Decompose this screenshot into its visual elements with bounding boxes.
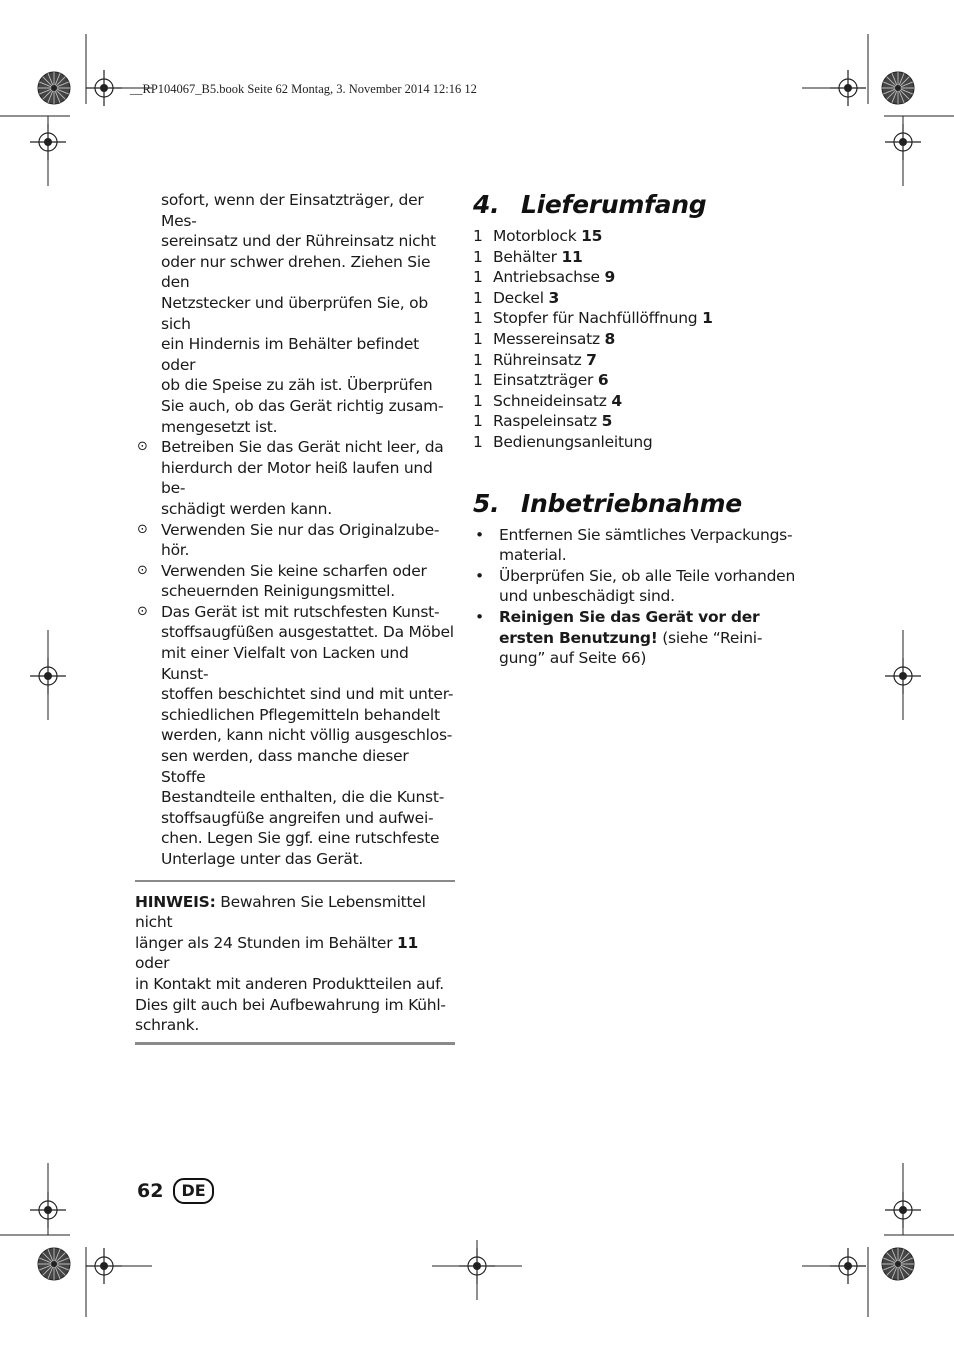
part-reference-number: 8 <box>604 329 616 348</box>
item-quantity: 1 <box>473 247 483 266</box>
section-number: 5. <box>473 488 500 518</box>
emphasis-text: ersten Benutzung! <box>499 628 658 647</box>
list-item <box>473 370 803 391</box>
item-quantity: 1 <box>473 391 483 410</box>
item-quantity: 1 <box>473 268 483 287</box>
item-name: Antriebsachse <box>493 268 605 287</box>
safety-continuation-paragraph <box>135 190 455 437</box>
text-line: Verwenden Sie nur das Originalzube- <box>161 520 440 539</box>
list-item <box>473 247 803 268</box>
emphasis-text: Reinigen Sie das Gerät vor der <box>499 607 760 626</box>
part-reference-number: 9 <box>604 268 616 287</box>
text-line: Verwenden Sie keine scharfen oder <box>161 561 427 580</box>
bullet-dot-icon: • <box>475 607 484 626</box>
part-reference-number: 15 <box>581 227 603 245</box>
item-name: Stopfer für Nachfüllöffnung <box>493 309 703 328</box>
item-name: Einsatzträger <box>493 371 598 390</box>
note-text: länger als 24 Stunden im Behälter <box>135 933 397 952</box>
print-file-header: __RP104067_B5.book Seite 62 Montag, 3. November 2014 12:16 12 <box>130 82 477 96</box>
right-column <box>473 190 803 669</box>
text-line: scheuernden Reinigungsmittel. <box>161 582 395 601</box>
item-quantity: 1 <box>473 227 483 245</box>
note-label: HINWEIS: <box>135 892 216 911</box>
item-quantity: 1 <box>473 412 483 431</box>
note-line: in Kontakt mit anderen Produktteilen auf. <box>135 974 444 993</box>
hinweis-note-box <box>135 880 455 1045</box>
section-heading-inbetriebnahme <box>473 489 803 519</box>
text-line: chen. Legen Sie ggf. eine rutschfeste <box>161 829 440 848</box>
text-line: schiedlichen Pflegemitteln behandelt <box>161 705 440 724</box>
text-line: sen werden, dass manche dieser Stoffe <box>161 747 409 786</box>
part-reference-number: 11 <box>561 247 583 266</box>
item-name: Messereinsatz <box>493 329 605 348</box>
item-quantity: 1 <box>473 432 483 451</box>
safety-item <box>135 561 455 602</box>
text-line: Überprüfen Sie, ob alle Teile vorhanden <box>499 566 796 585</box>
part-reference-number: 7 <box>586 350 597 369</box>
note-line <box>135 933 455 974</box>
list-item <box>473 411 803 432</box>
item-name: Behälter <box>493 247 562 266</box>
text-line: hierdurch der Motor heiß laufen und be- <box>161 458 433 498</box>
part-reference-number: 6 <box>597 371 609 390</box>
list-item <box>473 432 803 453</box>
circle-dot-bullet-icon: ⊙ <box>137 603 148 619</box>
part-reference-number: 3 <box>548 288 559 307</box>
part-reference-number: 11 <box>397 933 419 952</box>
list-item <box>473 391 803 412</box>
item-name: Schneideinsatz <box>493 391 612 410</box>
text-line: oder nur schwer drehen. Ziehen Sie den <box>161 252 431 292</box>
text-line: sofort, wenn der Einsatzträger, der Mes- <box>161 191 424 230</box>
note-line <box>135 892 455 933</box>
item-quantity: 1 <box>473 329 483 348</box>
text-line: hör. <box>161 541 190 560</box>
text-line: mit einer Vielfalt von Lacken und Kunst- <box>161 644 409 683</box>
text-line: schädigt werden kann. <box>161 499 332 518</box>
note-line: Dies gilt auch bei Aufbewahrung im Kühl- <box>135 995 446 1014</box>
item-quantity: 1 <box>473 288 483 307</box>
text-line: sereinsatz und der Rühreinsatz nicht <box>161 232 436 251</box>
list-item <box>473 566 803 607</box>
section-title: Lieferumfang <box>521 190 707 219</box>
text-line: ein Hindernis im Behälter befindet oder <box>161 335 419 374</box>
circle-dot-bullet-icon: ⊙ <box>137 562 148 578</box>
list-item <box>473 525 803 566</box>
section-heading-lieferumfang <box>473 190 803 220</box>
part-reference-number: 5 <box>601 412 613 431</box>
safety-item <box>135 437 455 519</box>
list-item <box>473 607 803 669</box>
note-text: oder <box>135 954 170 973</box>
language-badge: DE <box>173 1178 213 1204</box>
item-name: Deckel <box>493 288 549 307</box>
safety-item <box>135 520 455 561</box>
left-column <box>135 190 455 1045</box>
note-text: Bewahren Sie Lebensmittel nicht <box>135 892 426 932</box>
text-line: gung” auf Seite 66) <box>499 649 647 668</box>
text-line: Betreiben Sie das Gerät nicht leer, da <box>161 438 444 457</box>
list-item <box>473 329 803 350</box>
item-quantity: 1 <box>473 309 483 328</box>
text-line: Unterlage unter das Gerät. <box>161 850 364 868</box>
item-name: Bedienungsanleitung <box>493 432 653 451</box>
page-footer <box>137 1178 214 1204</box>
text-line: Entfernen Sie sämtliches Verpackungs- <box>499 525 793 544</box>
circle-dot-bullet-icon: ⊙ <box>137 439 148 455</box>
text-line: Sie auch, ob das Gerät richtig zusam- <box>161 396 444 415</box>
bullet-dot-icon: • <box>475 525 484 544</box>
text-line: werden, kann nicht völlig ausgeschlos- <box>161 726 453 745</box>
item-name: Rühreinsatz <box>493 350 587 369</box>
scope-of-delivery-list <box>473 226 803 453</box>
part-reference-number: 4 <box>611 391 622 410</box>
circle-dot-bullet-icon: ⊙ <box>137 521 148 537</box>
item-quantity: 1 <box>473 371 483 390</box>
text-line: material. <box>499 546 567 565</box>
list-item <box>473 226 803 247</box>
text-line: (siehe “Reini- <box>657 628 763 647</box>
item-name: Raspeleinsatz <box>493 412 602 431</box>
text-line: stoffsaugfüße angreifen und aufwei- <box>161 808 434 827</box>
text-line: und unbeschädigt sind. <box>499 587 675 606</box>
text-line: Das Gerät ist mit rutschfesten Kunst- <box>161 602 440 621</box>
list-item <box>473 350 803 371</box>
section-title: Inbetriebnahme <box>521 488 742 518</box>
item-name: Motorblock <box>493 227 582 245</box>
bullet-dot-icon: • <box>475 566 484 585</box>
list-item <box>473 267 803 288</box>
safety-item <box>135 602 455 870</box>
part-reference-number: 1 <box>702 309 713 328</box>
list-item <box>473 288 803 309</box>
page-number: 62 <box>137 1180 164 1202</box>
item-quantity: 1 <box>473 350 483 369</box>
text-line: stoffsaugfüßen ausgestattet. Da Möbel <box>161 623 454 642</box>
section-number: 4. <box>473 190 500 219</box>
setup-steps-list <box>473 525 803 669</box>
note-line: schrank. <box>135 1016 200 1035</box>
text-line: stoffen beschichtet sind und mit unter- <box>161 685 454 704</box>
text-line: Bestandteile enthalten, die die Kunst- <box>161 788 445 807</box>
text-line: mengesetzt ist. <box>161 417 278 436</box>
text-line: ob die Speise zu zäh ist. Überprüfen <box>161 376 433 395</box>
list-item <box>473 308 803 329</box>
text-line: Netzstecker und überprüfen Sie, ob sich <box>161 293 428 333</box>
